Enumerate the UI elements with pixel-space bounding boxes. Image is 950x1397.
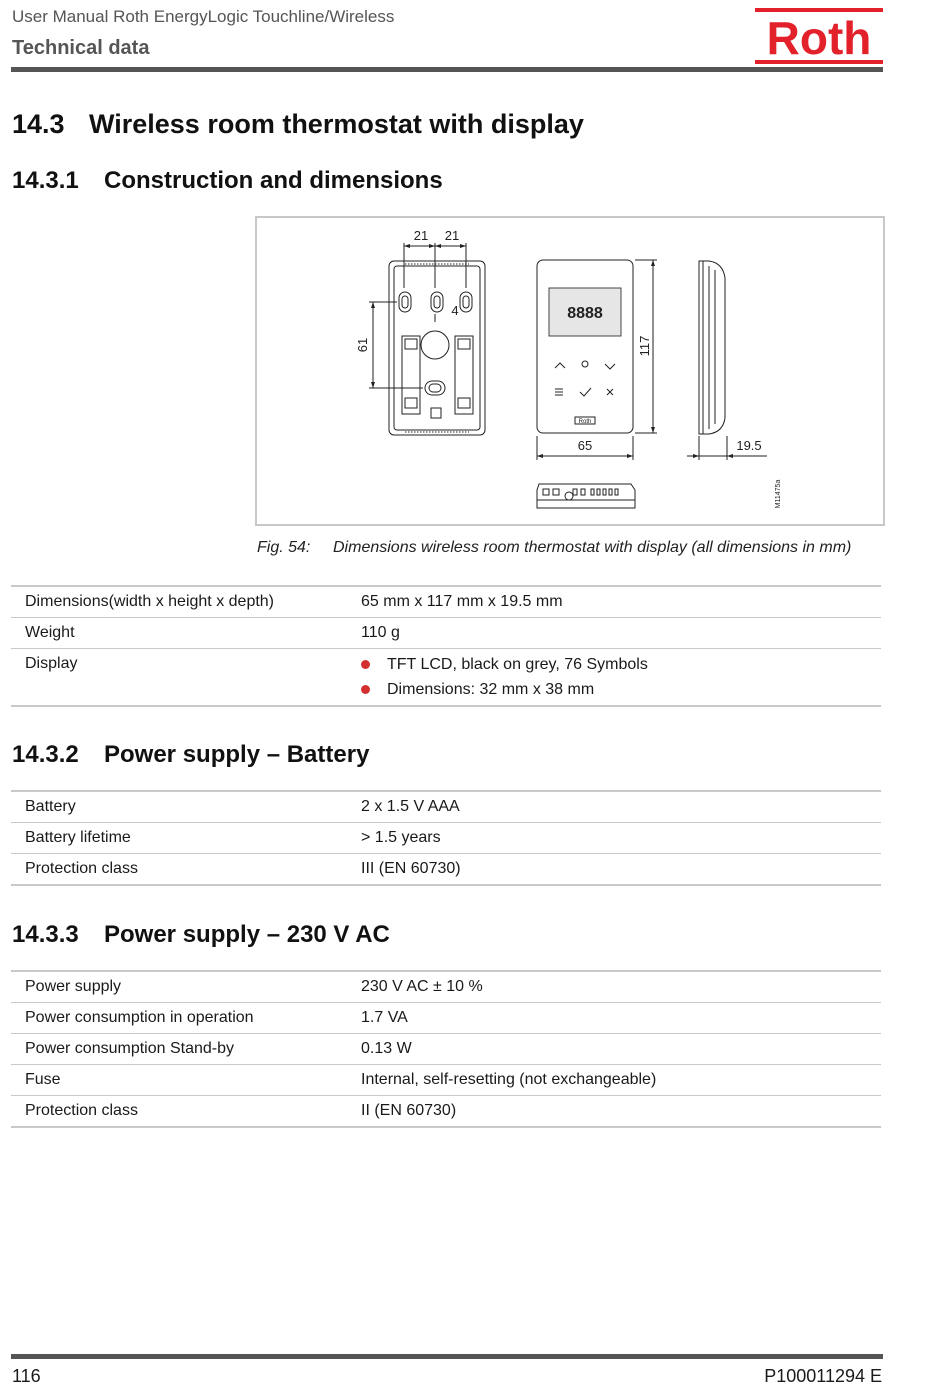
row-key: Battery	[25, 798, 76, 815]
header-rule	[11, 67, 883, 72]
row-key: Protection class	[25, 860, 138, 877]
table-row	[11, 854, 881, 886]
caption-text: Dimensions wireless room thermostat with display (all dimensions in mm)	[333, 539, 852, 556]
table-row	[11, 1034, 881, 1065]
page-number: 116	[12, 1366, 41, 1386]
row-key: Protection class	[25, 1102, 138, 1119]
logo-text: Roth	[766, 12, 872, 64]
table-row	[11, 823, 881, 854]
row-value: 2 x 1.5 V AAA	[361, 798, 460, 815]
row-value: 230 V AC ± 10 %	[361, 978, 483, 995]
row-value: II (EN 60730)	[361, 1102, 457, 1119]
row-value: 1.7 VA	[361, 1009, 408, 1026]
list-item: Dimensions: 32 mm x 38 mm	[361, 677, 881, 702]
row-value: 110 g	[361, 624, 400, 641]
spec-table-230v	[11, 970, 881, 1128]
subsection-number: 14.3.3	[12, 921, 79, 948]
dim-label-65: 65	[577, 438, 593, 453]
roth-logo	[755, 8, 883, 64]
subsection-title: Construction and dimensions	[104, 167, 443, 194]
manual-title: User Manual Roth EnergyLogic Touchline/Wireless	[12, 7, 395, 26]
table-row	[11, 1096, 881, 1128]
spec-table-battery	[11, 790, 881, 886]
figure-frame	[255, 216, 885, 526]
row-value: III (EN 60730)	[361, 860, 461, 877]
subsection-title: Power supply – Battery	[104, 741, 370, 768]
list-item: TFT LCD, black on grey, 76 Symbols	[361, 652, 881, 677]
table-row	[11, 1003, 881, 1034]
device-logo-text: Roth	[578, 419, 592, 425]
row-key: Weight	[25, 624, 75, 641]
footer-rule	[11, 1354, 883, 1359]
dim-label-61: 61	[355, 337, 370, 353]
drawing-id: M11475a	[775, 479, 782, 509]
dim-label-21-left: 21	[413, 228, 429, 243]
subsection-number: 14.3.2	[12, 741, 79, 768]
section-title: Wireless room thermostat with display	[89, 109, 584, 139]
subsection-heading-battery	[12, 741, 369, 769]
table-row	[11, 1065, 881, 1096]
device-front-outline	[537, 260, 633, 433]
row-key: Power consumption in operation	[25, 1009, 254, 1026]
row-key: Dimensions(width x height x depth)	[25, 593, 275, 610]
bullet-dot-icon	[361, 660, 370, 669]
subsection-title: Power supply – 230 V AC	[104, 921, 390, 948]
section-header: Technical data	[12, 37, 150, 59]
dim-label-117: 117	[637, 335, 652, 357]
row-key: Power supply	[25, 978, 122, 995]
dimension-drawing	[257, 218, 883, 524]
back-plate-outline	[389, 261, 485, 435]
dim-label-19-5: 19.5	[736, 438, 762, 453]
table-row	[11, 586, 881, 618]
row-value: > 1.5 years	[361, 829, 441, 846]
document-id: P100011294 E	[764, 1366, 882, 1386]
row-key: Power consumption Stand-by	[25, 1040, 234, 1057]
dim-label-4: 4	[451, 303, 459, 318]
device-bottom-outline	[537, 484, 635, 508]
row-key: Display	[25, 655, 78, 672]
bullet-dot-icon	[361, 685, 370, 694]
subsection-heading-construction	[12, 167, 443, 195]
row-value: 65 mm x 117 mm x 19.5 mm	[361, 593, 563, 610]
spec-table-construction	[11, 585, 881, 707]
row-value-list	[361, 649, 881, 707]
dim-label-21-right: 21	[444, 228, 460, 243]
section-heading	[12, 109, 584, 140]
row-value: 0.13 W	[361, 1040, 412, 1057]
row-key: Battery lifetime	[25, 829, 131, 846]
table-row	[11, 971, 881, 1003]
section-number: 14.3	[12, 109, 65, 139]
caption-label: Fig. 54:	[257, 539, 311, 556]
row-value: Internal, self-resetting (not exchangeable)	[361, 1071, 657, 1088]
subsection-number: 14.3.1	[12, 167, 79, 194]
row-key: Fuse	[25, 1071, 61, 1088]
table-row	[11, 649, 881, 707]
table-row	[11, 791, 881, 823]
subsection-heading-230v	[12, 921, 390, 949]
table-row	[11, 618, 881, 649]
figure-caption	[257, 539, 852, 557]
display-digits: 8888	[567, 305, 603, 322]
